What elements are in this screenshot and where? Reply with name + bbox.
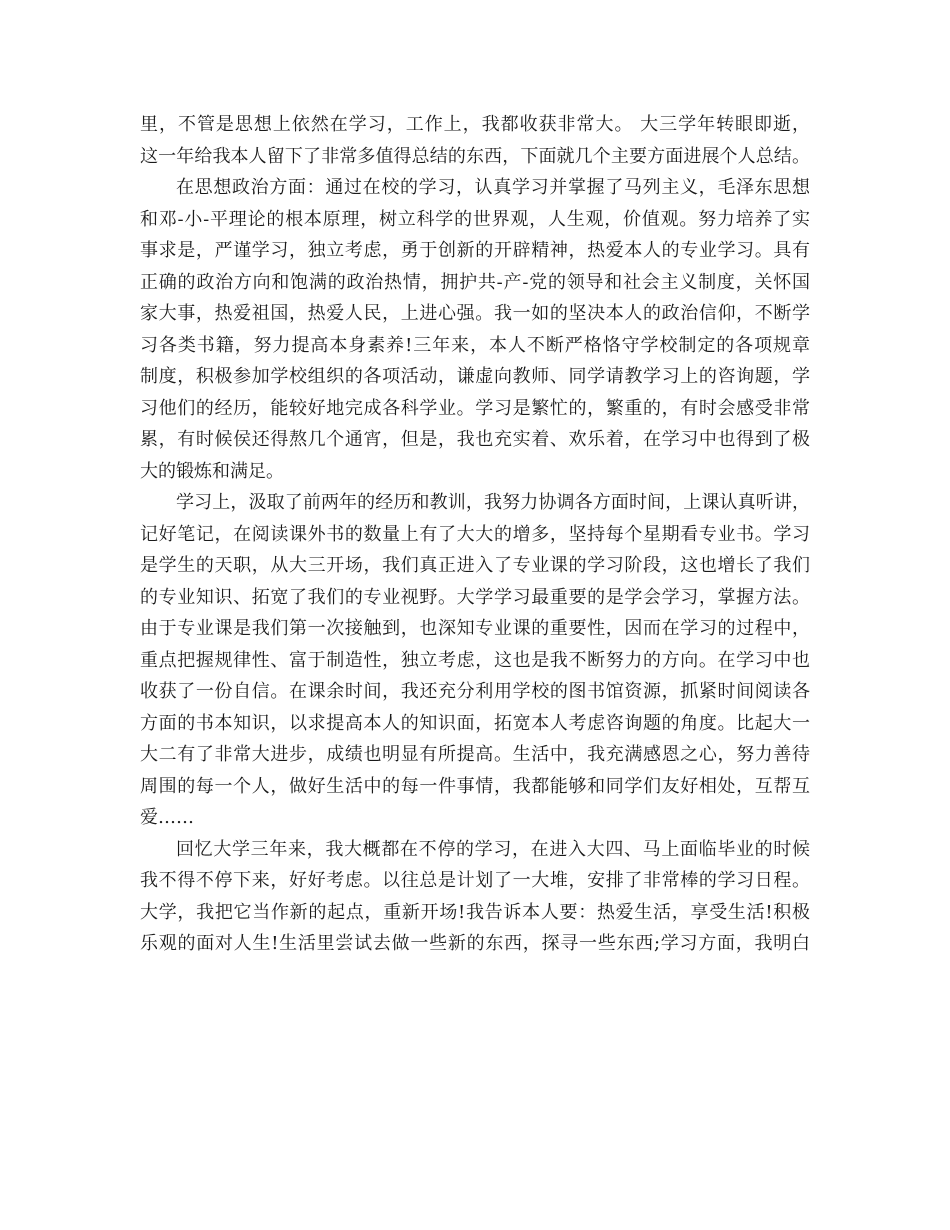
document-line: 大的锻炼和满足。 — [140, 460, 284, 482]
document-line: 里，不管是思想上依然在学习，工作上，我都收获非常大。 大三学年转眼即逝， — [140, 114, 810, 135]
document-line: 记好笔记，在阅读课外书的数量上有了大大的增多，坚持每个星期看专业书。学习 — [140, 523, 810, 545]
document-line: 制度，积极参加学校组织的各项活动，谦虚向教师、同学请教学习上的咨询题，学 — [140, 366, 810, 387]
document-line: 学习上，汲取了前两年的经历和教训，我努力协调各方面时间，上课认真听讲， — [176, 492, 810, 513]
document-line: 和邓-小-平理论的根本原理，树立科学的世界观，人生观，价值观。努力培养了实 — [140, 208, 810, 230]
document-line: 爱…… — [140, 807, 194, 828]
document-line: 重点把握规律性、富于制造性，独立考虑，这也是我不断努力的方向。在学习中也 — [140, 649, 810, 671]
document-line: 由于专业课是我们第一次接触到，也深知专业课的重要性，因而在学习的过程中， — [140, 618, 810, 639]
document-line: 乐观的面对人生!生活里尝试去做一些新的东西，探寻一些东西;学习方面，我明白 — [140, 933, 810, 954]
document-line: 我不得不停下来，好好考虑。以往总是计划了一大堆，安排了非常棒的学习日程。 — [140, 870, 810, 891]
document-line: 在思想政治方面：通过在校的学习，认真学习并掌握了马列主义，毛泽东思想 — [176, 177, 810, 198]
document-line: 收获了一份自信。在课余时间，我还充分利用学校的图书馆资源，抓紧时间阅读各 — [140, 681, 810, 702]
document-line: 习各类书籍，努力提高本身素养!三年来，本人不断严格恪守学校制定的各项规章 — [140, 334, 810, 356]
document-line: 大二有了非常大进步，成绩也明显有所提高。生活中，我充满感恩之心，努力善待 — [140, 744, 810, 765]
document-line: 习他们的经历，能较好地完成各科学业。学习是繁忙的，繁重的，有时会感受非常 — [140, 397, 810, 419]
document-line: 是学生的天职，从大三开场，我们真正进入了专业课的学习阶段，这也增长了我们 — [140, 555, 810, 576]
document-line: 周围的每一个人，做好生活中的每一件事情，我都能够和同学们友好相处，互帮互 — [140, 775, 810, 797]
document-line: 方面的书本知识，以求提高本人的知识面，拓宽本人考虑咨询题的角度。比起大一 — [140, 712, 810, 734]
document-body — [140, 109, 810, 960]
document-line: 累，有时候侯还得熬几个通宵，但是，我也充实着、欢乐着，在学习中也得到了极 — [140, 429, 810, 450]
document-line: 事求是，严谨学习，独立考虑，勇于创新的开辟精神，热爱本人的专业学习。具有 — [140, 240, 810, 261]
document-line: 大学，我把它当作新的起点，重新开场!我告诉本人要：热爱生活，享受生活!积极 — [140, 901, 810, 923]
document-line: 的专业知识、拓宽了我们的专业视野。大学学习最重要的是学会学习，掌握方法。 — [140, 586, 810, 608]
document-line: 家大事，热爱祖国，热爱人民，上进心强。我一如的坚决本人的政治信仰，不断学 — [140, 303, 810, 324]
document-line: 回忆大学三年来，我大概都在不停的学习，在进入大四、马上面临毕业的时候 — [176, 838, 810, 860]
document-line: 这一年给我本人留下了非常多值得总结的东西，下面就几个主要方面进展个人总结。 — [140, 145, 810, 167]
document-line: 正确的政治方向和饱满的政治热情，拥护共-产-党的领导和社会主义制度，关怀国 — [140, 271, 810, 293]
